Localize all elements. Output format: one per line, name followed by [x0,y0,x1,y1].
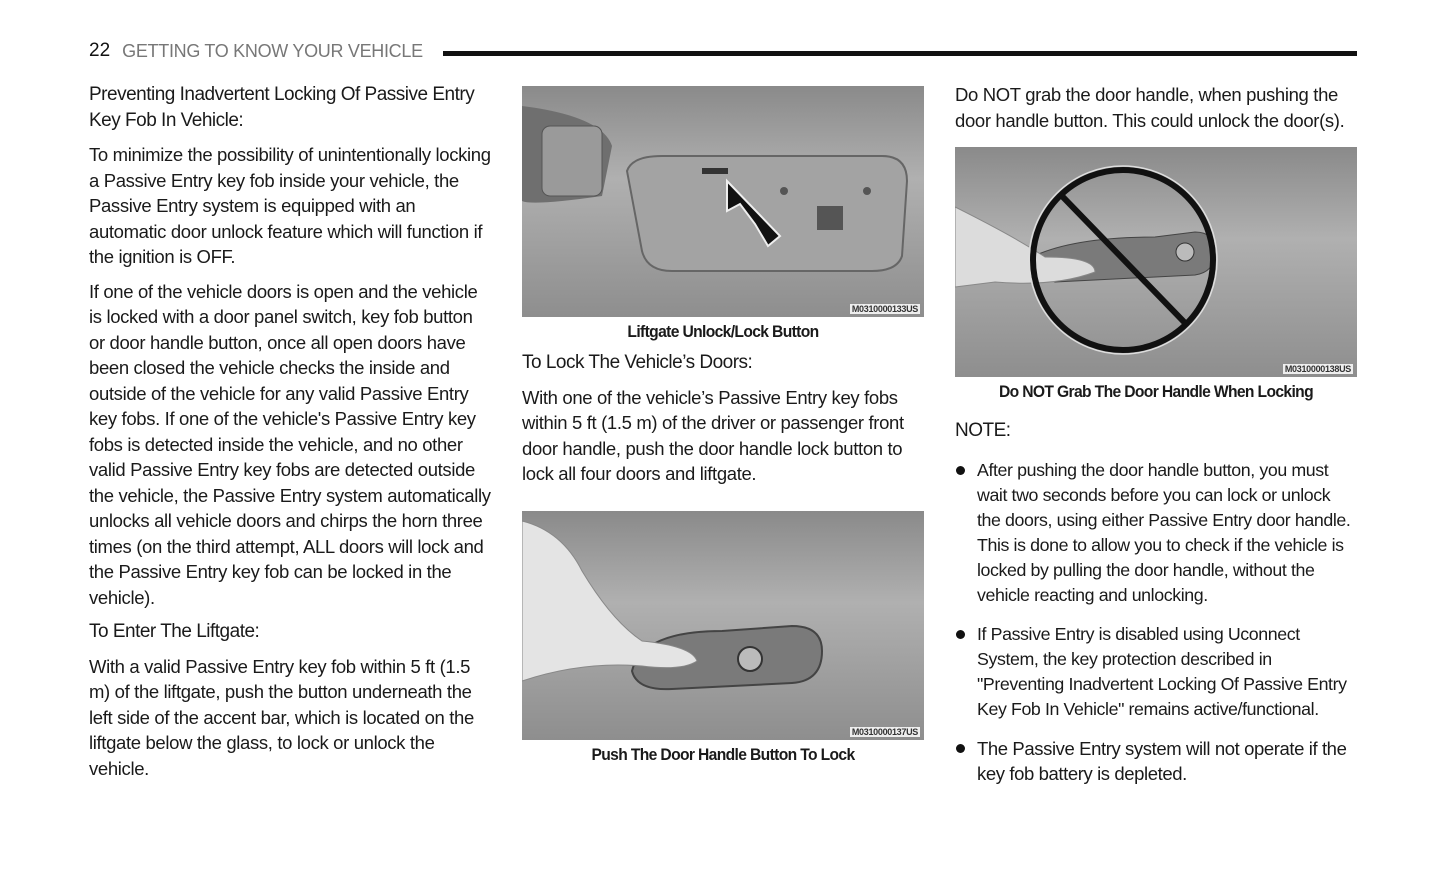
list-item [955,736,1357,786]
figure-code: M0310000137US [851,726,918,737]
door-handle-push-image [522,511,924,740]
note-label: NOTE: [955,420,1011,441]
liftgate-button-image [522,86,924,317]
column-3 [955,82,1357,800]
note-list [955,458,1357,786]
bullet-icon [956,466,965,475]
bullet-text: After pushing the door handle button, you must wait two seconds before you can lock or unlock the doors, using either Passive Entry door handle. This is done to allow you to check if the vehicle is locked by pulling the door handle, without the vehicle reacting and unlocking. [977,459,1351,605]
page-number: 22 [89,40,111,61]
paragraph-warning: Do NOT grab the door handle, when pushing the door handle button. This could unlock the door(s). [955,84,1345,131]
header-rule [443,51,1357,56]
bullet-text: The Passive Entry system will not operate if the key fob battery is depleted. [977,737,1347,784]
paragraph: With a valid Passive Entry key fob within 5 ft (1.5 m) of the liftgate, push the button underneath the left side of the accent bar, which is located on the liftgate below the glass, to lock or unlock the vehicle. [89,655,474,779]
column-2 [522,86,924,773]
list-item [955,458,1357,608]
list-item [955,622,1357,722]
paragraph: If one of the vehicle doors is open and the vehicle is locked with a door panel switch, key fob button or door handle button, once all open doors have been closed the vehicle checks the inside and outside of the vehicle for any valid Passive Entry key fobs. If one of the vehicle's Passive Entry key fobs is detected inside the vehicle, and no other valid Passive Entry key fobs are detected outside the vehicle, the Passive Entry system automatically unlocks all vehicle doors and chirps the horn three times (on the third attempt, ALL doors will lock and the Passive Entry key fob can be locked in the vehicle). [89,280,491,608]
paragraph: With one of the vehicle’s Passive Entry key fobs within 5 ft (1.5 m) of the driver or passenger front door handle, push the door handle lock button to lock all four doors and liftgate. [522,386,904,484]
bullet-icon [956,630,965,639]
column-1 [89,82,491,790]
figure-code: M0310000133US [851,304,918,314]
heading-lock-doors: To Lock The Vehicle’s Doors: [522,352,753,373]
section-title: GETTING TO KNOW YOUR VEHICLE [122,40,423,61]
bullet-text: If Passive Entry is disabled using Uconnect System, the key protection described in "Preventing Inadvertent Locking Of Passive Entry Key Fob In Vehicle" remains active/functional. [977,623,1347,719]
door-handle-illustration [522,511,924,740]
liftgate-illustration [522,86,924,317]
heading-enter-liftgate: To Enter The Liftgate: [89,621,260,642]
paragraph: To minimize the possibility of unintentionally locking a Passive Entry key fob inside your vehicle, the Passive Entry system is equipped with an automatic door unlock feature which will function if the ignition is OFF. [89,144,491,267]
figure-code: M0310000138US [1284,364,1351,374]
do-not-grab-image [955,147,1357,377]
page-header [89,38,1357,64]
figure-caption: Push The Door Handle Button To Lock [591,744,855,764]
bullet-icon [956,744,965,753]
figure-caption: Do NOT Grab The Door Handle When Locking [998,382,1313,401]
heading-preventing-locking: Preventing Inadvertent Locking Of Passive Entry Key Fob In Vehicle: [89,84,475,131]
do-not-grab-illustration [955,147,1357,377]
figure-caption: Liftgate Unlock/Lock Button [627,322,819,341]
